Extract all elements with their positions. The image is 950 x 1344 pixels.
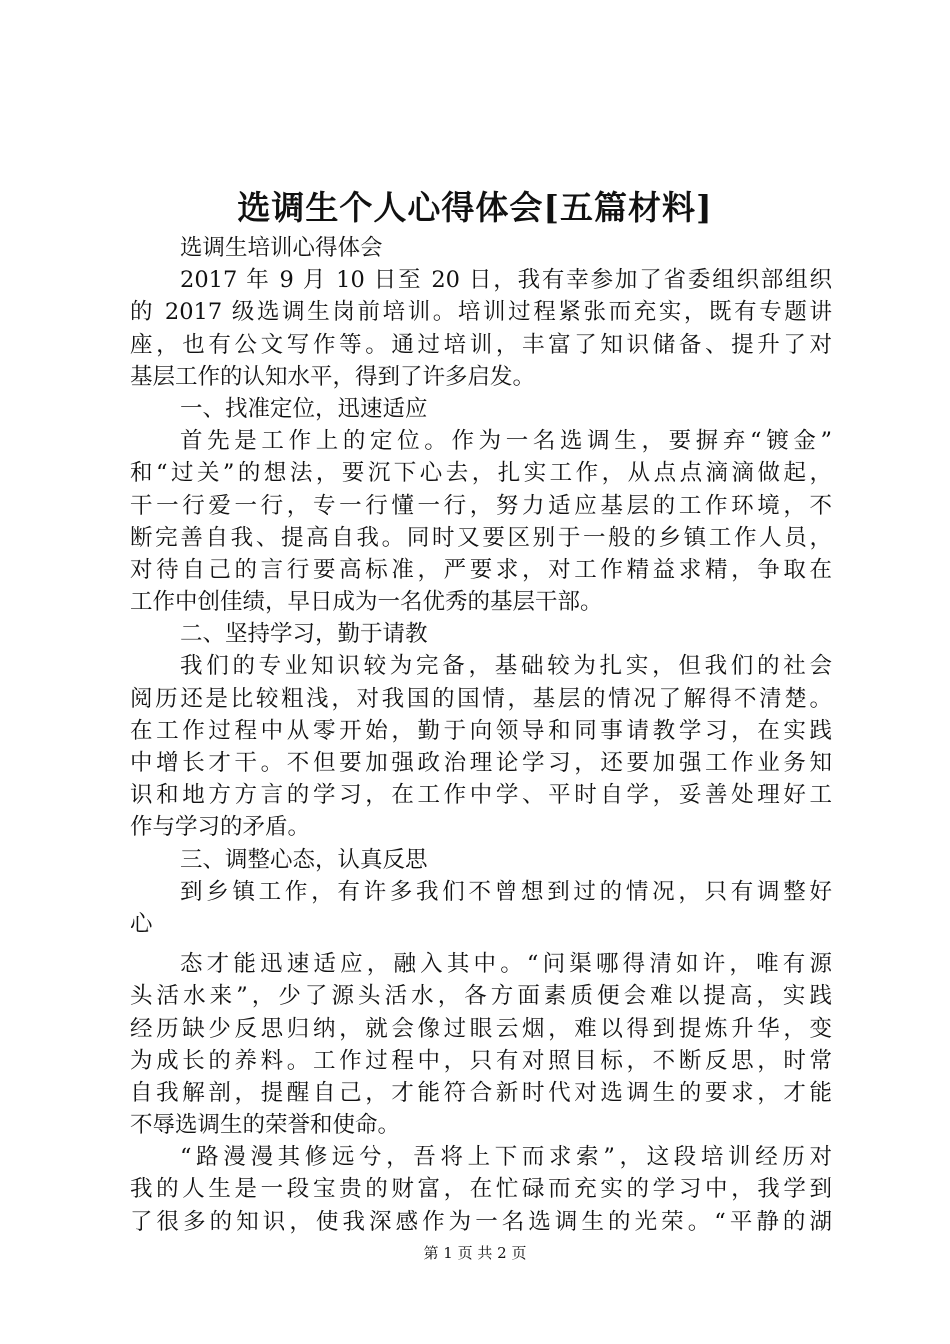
- paragraph-line: 在工作过程中从零开始，勤于向领导和同事请教学习，在实践: [130, 717, 832, 744]
- paragraph-line: 干一行爱一行，专一行懂一行，努力适应基层的工作环境，不: [130, 492, 832, 519]
- page-number-footer: 第 1 页 共 2 页: [423, 1244, 527, 1262]
- paragraph-line: 为成长的养料。工作过程中，只有对照目标，不断反思，时常: [130, 1047, 832, 1074]
- paragraph-line: 不辱选调生的荣誉和使命。: [130, 1112, 401, 1139]
- paragraph-line: 到乡镇工作，有许多我们不曾想到过的情况，只有调整好: [180, 878, 832, 905]
- document-title: 选调生个人心得体会[五篇材料]: [237, 188, 713, 227]
- paragraph-line: 首先是工作上的定位。作为一名选调生，要摒弃“镀金”: [180, 428, 832, 455]
- paragraph-line: 中增长才干。不但要加强政治理论学习，还要加强工作业务知: [130, 750, 832, 776]
- section-heading: 二、坚持学习，勤于请教: [180, 621, 428, 648]
- paragraph-line: 识和地方方言的学习，在工作中学、平时自学，妥善处理好工: [130, 782, 832, 809]
- paragraph-line: 断完善自我、提高自我。同时又要区别于一般的乡镇工作人员，: [130, 524, 832, 551]
- paragraph-line: 了很多的知识，使我深感作为一名选调生的光荣。“平静的湖: [130, 1208, 832, 1235]
- paragraph-line: 态才能迅速适应，融入其中。“问渠哪得清如许，唯有源: [180, 951, 832, 978]
- paragraph-line: 阅历还是比较粗浅，对我国的国情，基层的情况了解得不清楚。: [130, 685, 832, 712]
- paragraph-line: 我们的专业知识较为完备，基础较为扎实，但我们的社会: [180, 653, 832, 680]
- subtitle-line: 选调生培训心得体会: [180, 235, 383, 261]
- paragraph-line: 基层工作的认知水平，得到了许多启发。: [130, 363, 536, 390]
- paragraph-line: 我的人生是一段宝贵的财富，在忙碌而充实的学习中，我学到: [130, 1176, 832, 1203]
- section-heading: 一、找准定位，迅速适应: [180, 395, 428, 422]
- paragraph-line: 2017 年 9 月 10 日至 20 日，我有幸参加了省委组织部组织: [180, 267, 832, 294]
- paragraph-line: 对待自己的言行要高标准，严要求，对工作精益求精，争取在: [130, 556, 832, 583]
- paragraph-line: 座，也有公文写作等。通过培训，丰富了知识储备、提升了对: [130, 331, 832, 358]
- paragraph-line: 工作中创佳绩，早日成为一名优秀的基层干部。: [130, 589, 603, 616]
- paragraph-line: 自我解剖，提醒自己，才能符合新时代对选调生的要求，才能: [130, 1079, 832, 1106]
- paragraph-line: 心: [130, 910, 153, 937]
- paragraph-line: “路漫漫其修远兮，吾将上下而求索”，这段培训经历对: [180, 1144, 832, 1171]
- paragraph-line: 头活水来”，少了源头活水，各方面素质便会难以提高，实践: [130, 983, 832, 1010]
- paragraph-line: 经历缺少反思归纳，就会像过眼云烟，难以得到提炼升华，变: [130, 1015, 832, 1042]
- paragraph-line: 的 2017 级选调生岗前培训。培训过程紧张而充实，既有专题讲: [130, 299, 832, 326]
- paragraph-line: 作与学习的矛盾。: [130, 814, 311, 841]
- document-body: [130, 232, 832, 1238]
- paragraph-line: 和“过关”的想法，要沉下心去，扎实工作，从点点滴滴做起，: [130, 460, 832, 487]
- section-heading: 三、调整心态，认真反思: [180, 846, 428, 873]
